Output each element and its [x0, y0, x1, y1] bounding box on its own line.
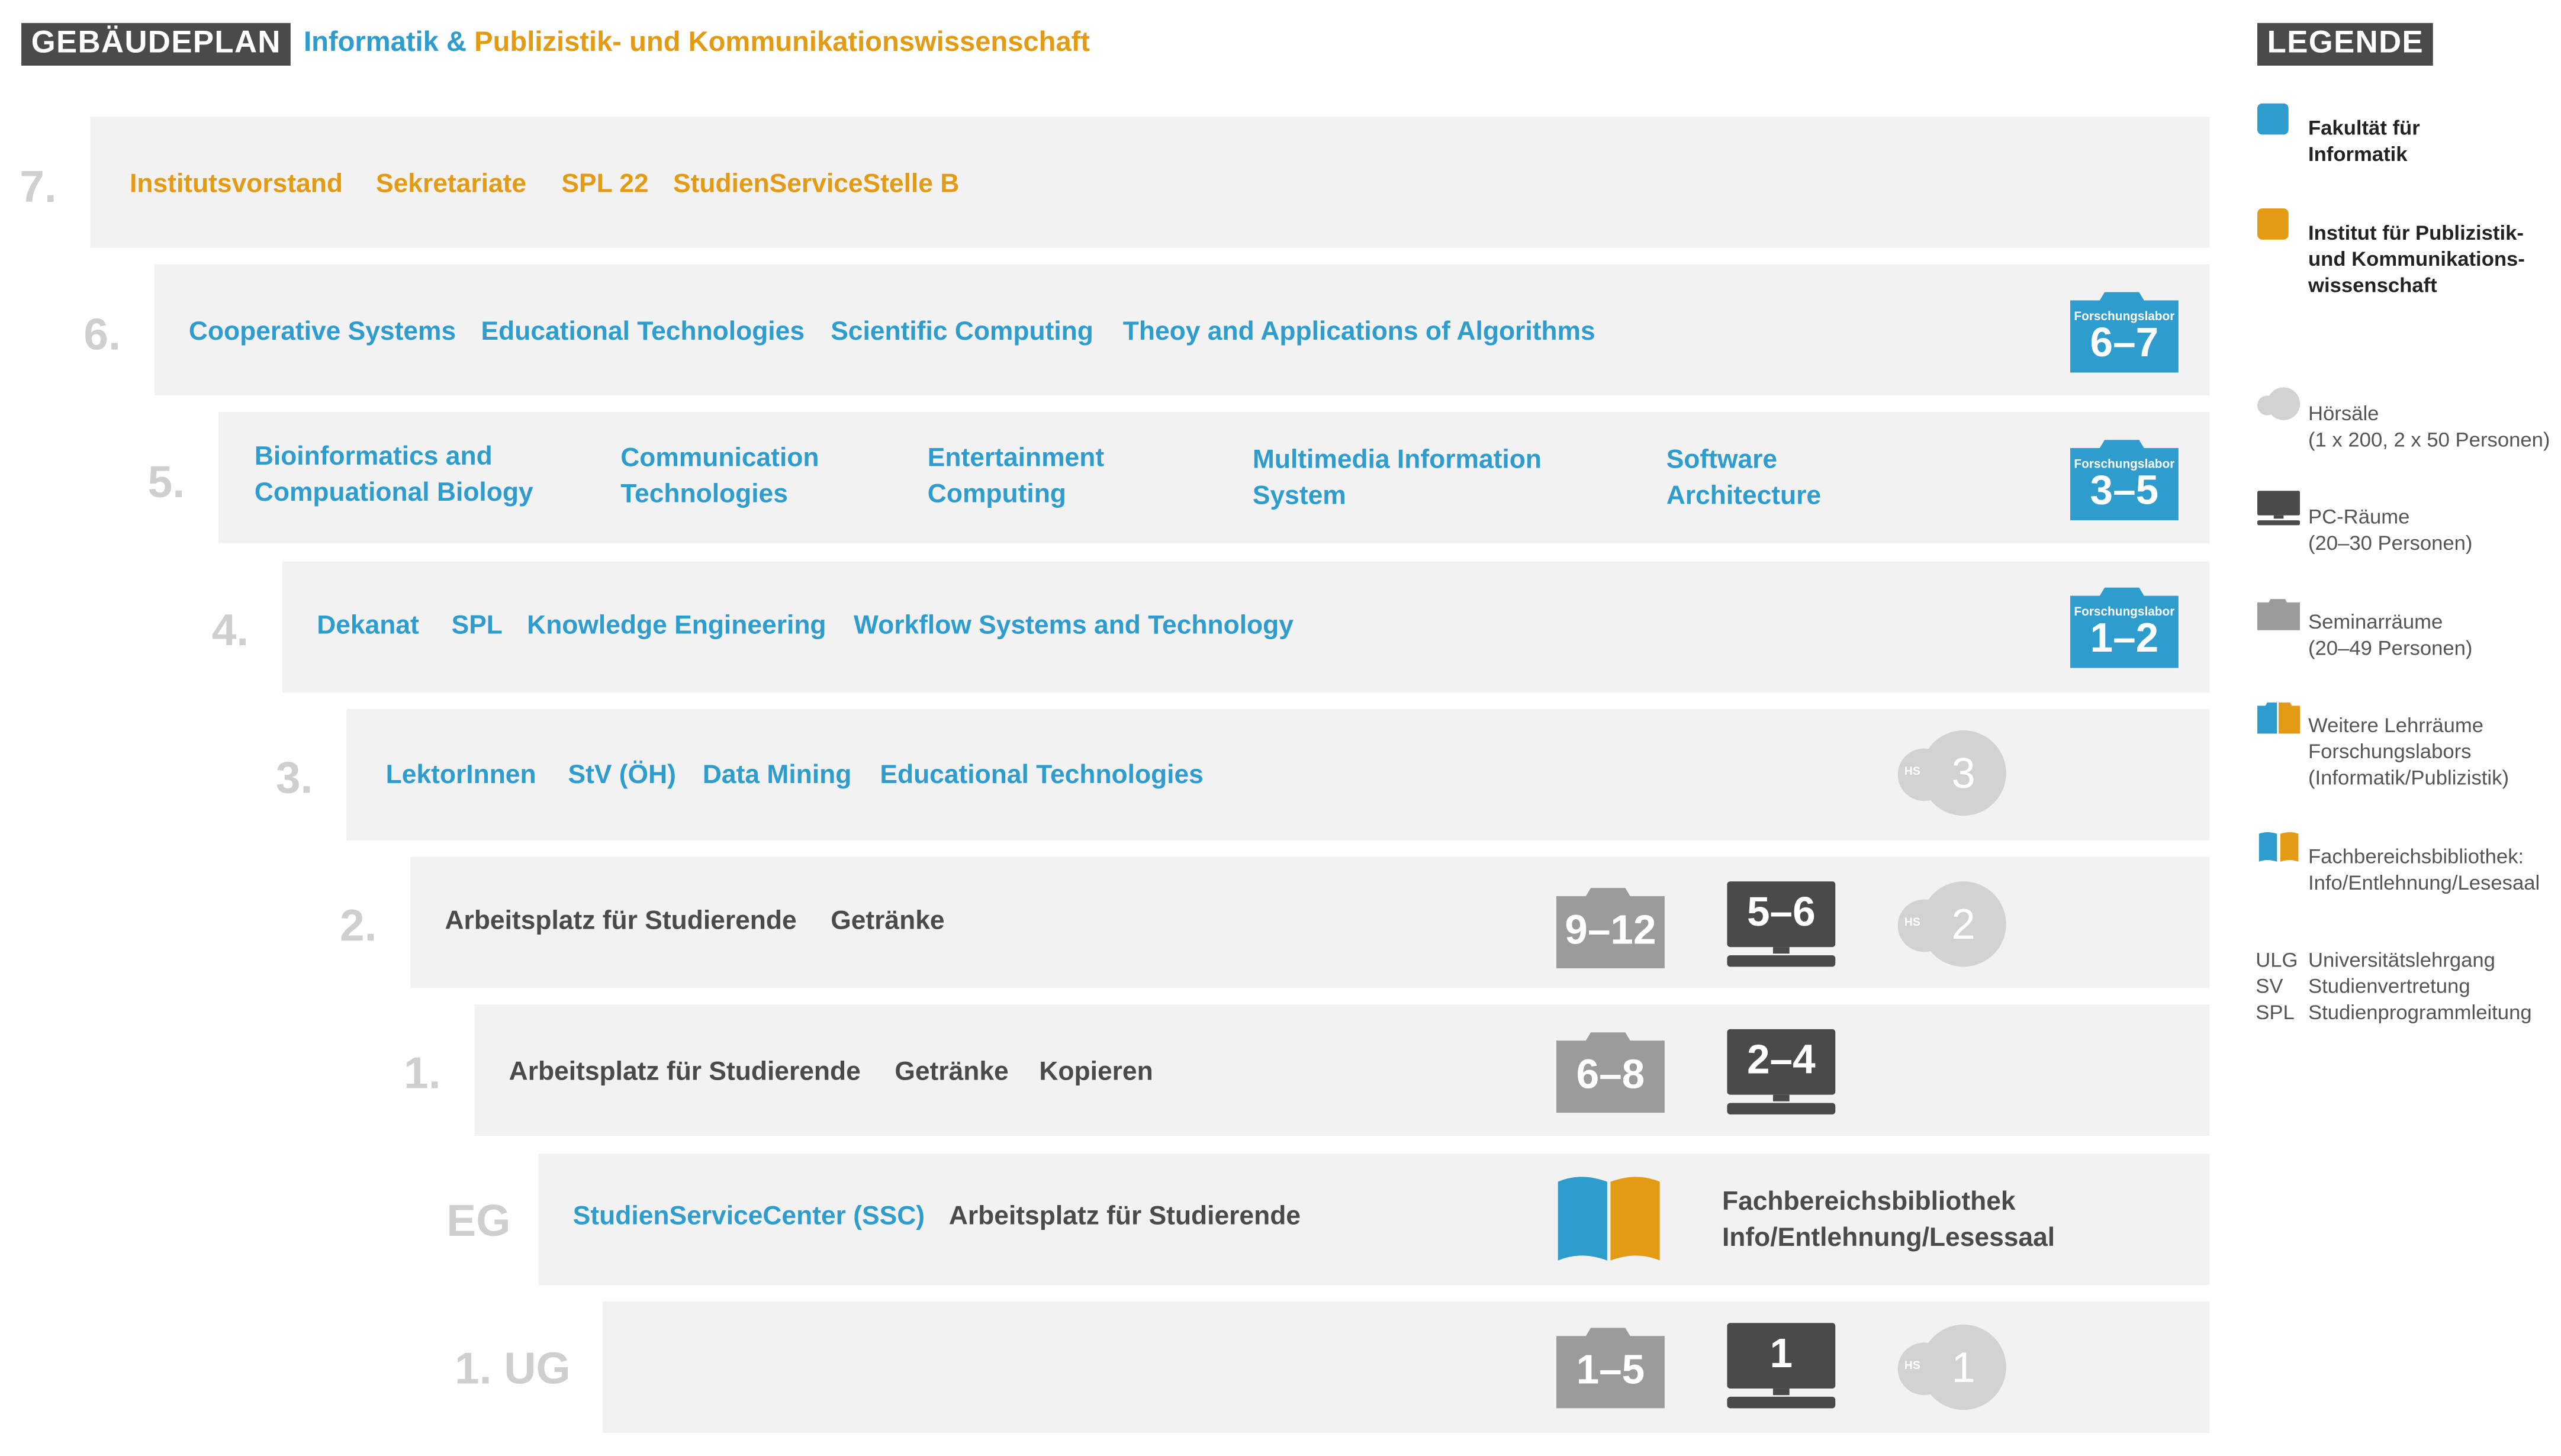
room-label-line: Communication — [620, 444, 819, 473]
lab-number: 3–5 — [2090, 468, 2159, 514]
legend-line: Info/Entlehnung/Lesesaal — [2308, 871, 2540, 895]
room-label-line: Computing — [927, 481, 1066, 509]
seminar-number: 9–12 — [1565, 907, 1656, 954]
room-label-line: Entertainment — [927, 444, 1105, 473]
legend-line: wissenschaft — [2308, 274, 2437, 297]
legend-line: Informatik — [2308, 143, 2408, 166]
room-label: StudienServiceCenter (SSC) — [572, 1203, 925, 1231]
room-label: Theoy and Applications of Algorithms — [1122, 318, 1595, 347]
floor-label: 5. — [147, 458, 185, 507]
room-label-line: Bioinformatics and — [254, 443, 493, 471]
abbr-text: Universitätslehrgang — [2308, 948, 2495, 972]
legend-line: Fakultät für — [2308, 116, 2420, 140]
legend-weitere — [2308, 713, 2509, 791]
seminarraum-folder-icon — [1556, 1027, 1665, 1113]
room-label: Getränke — [895, 1058, 1009, 1087]
legend-line: Weitere Lehrräume — [2308, 714, 2484, 737]
room-label: LektorInnen — [385, 761, 536, 790]
legend-line: Fachbereichsbibliothek: — [2308, 845, 2524, 868]
room-label: Educational Technologies — [880, 761, 1204, 790]
lab-number: 6–7 — [2090, 320, 2159, 366]
room-label: Educational Technologies — [481, 318, 805, 347]
seminar-number: 1–5 — [1576, 1347, 1645, 1394]
subtitle-informatik: Informatik & — [304, 26, 475, 58]
room-label — [1666, 443, 1821, 516]
room-label: Arbeitsplatz für Studierende — [445, 907, 797, 936]
lab-caption: Forschungslabor — [2074, 308, 2175, 324]
page-title: GEBÄUDEPLAN — [21, 23, 291, 66]
pc-raum-monitor-icon — [1727, 881, 1835, 970]
lab-caption: Forschungslabor — [2074, 604, 2175, 619]
floor-label: 6. — [83, 310, 121, 360]
legend-title: LEGENDE — [2257, 23, 2434, 66]
room-label: Dekanat — [317, 612, 419, 640]
legend-line: (Informatik/Publizistik) — [2308, 766, 2509, 790]
pc-raum-monitor-icon — [1727, 1323, 1835, 1412]
forschungslabor-folder-icon — [2070, 287, 2179, 372]
legend-publizistik — [2308, 220, 2525, 299]
forschungslabor-folder-icon — [2070, 582, 2179, 668]
seminarraum-folder-icon — [2257, 597, 2300, 630]
hs-number: 3 — [1951, 748, 1976, 798]
legend-line: PC-Räume — [2308, 505, 2410, 529]
bibliothek-book-icon — [1555, 1172, 1663, 1264]
room-label-line: Technologies — [620, 481, 788, 509]
hoersaal-icon — [1898, 1323, 2010, 1412]
room-label — [928, 442, 1104, 514]
legend-publizistik-swatch — [2257, 208, 2289, 240]
legend-bibliothek — [2308, 843, 2540, 896]
seminar-number: 6–8 — [1576, 1052, 1645, 1099]
room-label-line: System — [1252, 482, 1346, 511]
legend-line: Seminarräume — [2308, 610, 2443, 634]
room-label-line: Multimedia Information — [1252, 446, 1542, 475]
abbr-text: Studienprogrammleitung — [2308, 1001, 2532, 1025]
legend-line: Hörsäle — [2308, 402, 2379, 426]
floor-label: 2. — [340, 901, 377, 951]
weitere-lehrraeume-folder-icon — [2257, 701, 2300, 733]
lab-number: 1–2 — [2090, 615, 2159, 662]
room-label: SPL — [451, 612, 503, 640]
seminarraum-folder-icon — [1556, 883, 1665, 968]
legend-line: Institut für Publizistik- — [2308, 221, 2524, 245]
floor-label: 7. — [20, 162, 57, 212]
page-subtitle — [304, 26, 1090, 59]
legend-line: (20–49 Personen) — [2308, 636, 2473, 660]
hoersaal-icon — [1898, 880, 2010, 968]
room-label: Arbeitsplatz für Studierende — [948, 1203, 1301, 1231]
hs-prefix: HS — [1904, 1360, 1920, 1373]
hoersaal-icon — [1898, 729, 2010, 817]
legend-line: (20–30 Personen) — [2308, 531, 2473, 555]
room-label: Getränke — [831, 907, 945, 936]
hoersaal-icon — [2257, 387, 2300, 420]
hs-number: 1 — [1951, 1342, 1976, 1392]
pc-raum-monitor-icon — [1727, 1029, 1835, 1118]
pc-number: 2–4 — [1746, 1037, 1816, 1084]
bibliothek-label-line: Info/Entlehnung/Lesessaal — [1722, 1224, 2055, 1252]
room-label: Institutsvorstand — [130, 170, 343, 199]
room-label-line: Compuational Biology — [254, 479, 533, 507]
legend-hoersaele — [2308, 401, 2550, 453]
room-label: Sekretariate — [376, 170, 527, 199]
room-label: Kopieren — [1039, 1058, 1153, 1087]
floor-label: EG — [446, 1196, 511, 1246]
hs-prefix: HS — [1904, 917, 1920, 929]
room-label: Knowledge Engineering — [527, 612, 826, 640]
room-label-line: Software — [1666, 446, 1778, 475]
room-label — [1253, 443, 1542, 516]
room-label: Workflow Systems and Technology — [854, 612, 1294, 640]
room-label-line: Architecture — [1666, 482, 1822, 511]
legend-line: und Kommunikations- — [2308, 247, 2525, 271]
abbr-key: SPL — [2256, 1001, 2295, 1025]
hs-prefix: HS — [1904, 766, 1920, 778]
forschungslabor-folder-icon — [2070, 435, 2179, 520]
room-label: StudienServiceStelle B — [673, 170, 960, 199]
floor-label: 3. — [275, 753, 313, 803]
room-label: Arbeitsplatz für Studierende — [509, 1058, 861, 1087]
pc-raum-monitor-icon — [2257, 491, 2300, 527]
abbr-text: Studienvertretung — [2308, 975, 2470, 998]
room-label: SPL 22 — [561, 170, 649, 199]
bibliothek-label-line: Fachbereichsbibliothek — [1722, 1188, 2016, 1216]
legend-line: Forschungslabors — [2308, 740, 2472, 764]
floor-label: 1. UG — [455, 1344, 571, 1394]
room-label — [620, 442, 819, 514]
pc-number: 1 — [1769, 1331, 1793, 1377]
legend-seminar — [2308, 609, 2473, 662]
seminarraum-folder-icon — [1556, 1323, 1665, 1408]
bibliothek-book-icon — [2257, 830, 2300, 863]
floor-label: 4. — [211, 605, 249, 655]
hs-number: 2 — [1951, 899, 1976, 949]
legend-informatik — [2308, 115, 2420, 167]
room-label — [255, 440, 533, 512]
abbr-key: ULG — [2256, 948, 2298, 972]
lab-caption: Forschungslabor — [2074, 456, 2175, 471]
bibliothek-label — [1722, 1185, 2055, 1257]
room-label: Cooperative Systems — [188, 318, 456, 347]
room-label: Scientific Computing — [831, 318, 1093, 347]
subtitle-publizistik: Publizistik- und Kommunikationswissenschaft — [474, 26, 1090, 58]
floor-label: 1. — [404, 1049, 441, 1099]
legend-informatik-swatch — [2257, 104, 2289, 135]
room-label: Data Mining — [702, 761, 852, 790]
legend-pc-raeume — [2308, 504, 2473, 556]
legend-line: (1 x 200, 2 x 50 Personen) — [2308, 428, 2550, 452]
pc-number: 5–6 — [1746, 890, 1816, 936]
room-label: StV (ÖH) — [568, 761, 676, 790]
abbr-key: SV — [2256, 975, 2283, 998]
